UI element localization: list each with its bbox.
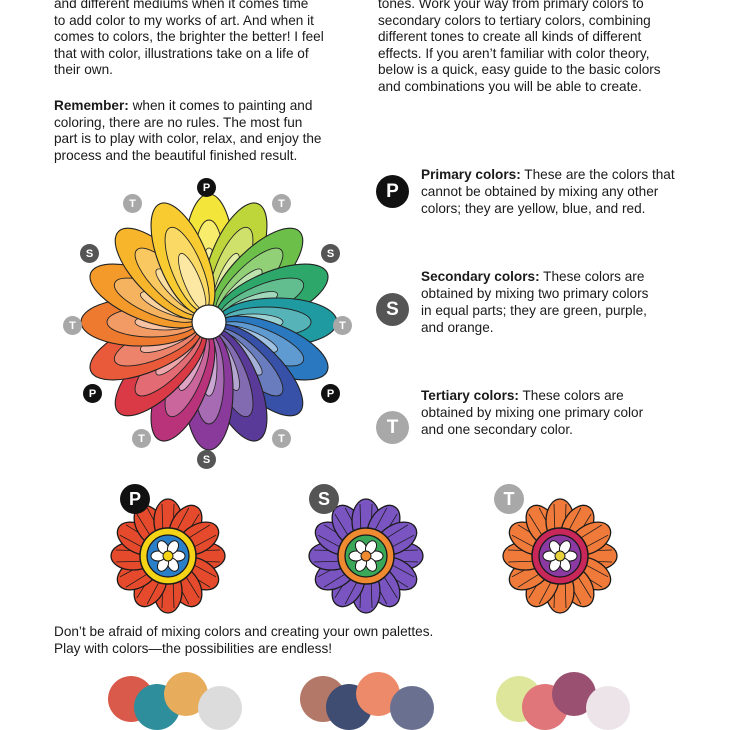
intro-right-line: different tones to create all kinds of different xyxy=(378,29,642,45)
flower-badge-secondary: S xyxy=(309,484,339,514)
intro-left-line: that with color, illustrations take on a life of xyxy=(54,45,309,61)
legend-secondary-line: and orange. xyxy=(421,320,494,335)
palette-paragraph xyxy=(54,624,574,657)
legend-primary-first-text: These are the colors that xyxy=(520,167,675,182)
legend-primary-heading: Primary colors: xyxy=(421,167,521,182)
remember-line: process and the beautiful finished result. xyxy=(54,147,298,163)
legend-badge-tertiary: T xyxy=(376,411,409,444)
flower-badge-primary: P xyxy=(120,484,150,514)
palette-line: Don’t be afraid of mixing colors and creating your own palettes. xyxy=(54,624,434,639)
legend-tertiary-heading: Tertiary colors: xyxy=(421,388,519,403)
palette-line: Play with colors—the possibilities are endless! xyxy=(54,640,333,656)
legend-secondary-first-text: These colors are xyxy=(539,269,645,284)
intro-left-line: and different mediums when it comes time xyxy=(54,0,309,11)
intro-left-line: to add color to my works of art. And when it xyxy=(54,12,314,28)
intro-right-line: tones. Work your way from primary colors to xyxy=(378,0,644,11)
intro-right-line: and combinations you will be able to create. xyxy=(378,78,642,94)
remember-heading: Remember: xyxy=(54,98,129,113)
palette-swatch xyxy=(586,686,630,730)
intro-left-line: their own. xyxy=(54,62,113,78)
palette-swatch xyxy=(390,686,434,730)
remember-line: coloring, there are no rules. The most fun xyxy=(54,114,303,130)
wheel-badge-tertiary: T xyxy=(272,429,291,448)
legend-tertiary-line: obtained by mixing one primary color xyxy=(421,405,644,420)
legend-tertiary-line: and one secondary color. xyxy=(421,422,573,437)
wheel-badge-secondary: S xyxy=(80,244,99,263)
wheel-badge-tertiary: T xyxy=(63,316,82,335)
example-flower xyxy=(111,499,225,613)
remember-line: part is to play with color, relax, and enjoy the xyxy=(54,131,322,147)
wheel-badge-primary: P xyxy=(197,178,216,197)
wheel-badge-primary: P xyxy=(83,384,102,403)
wheel-badge-secondary: S xyxy=(321,244,340,263)
wheel-badge-tertiary: T xyxy=(132,429,151,448)
wheel-badge-tertiary: T xyxy=(333,316,352,335)
flower-badge-tertiary: T xyxy=(494,484,524,514)
legend-secondary-heading: Secondary colors: xyxy=(421,269,540,284)
example-flower xyxy=(309,499,423,613)
wheel-badge-tertiary: T xyxy=(123,194,142,213)
wheel-badge-tertiary: T xyxy=(272,194,291,213)
remember-first-line-text: when it comes to painting and xyxy=(128,98,313,113)
legend-tertiary-first-text: These colors are xyxy=(518,388,624,403)
intro-left-line: comes to colors, the brighter the better! I feel xyxy=(54,29,324,45)
palette-swatch xyxy=(198,686,242,730)
wheel-badge-primary: P xyxy=(321,384,340,403)
intro-right-line: below is a quick, easy guide to the basic colors xyxy=(378,62,661,78)
legend-primary-line: colors; they are yellow, blue, and red. xyxy=(421,201,646,216)
legend-secondary-line: obtained by mixing two primary colors xyxy=(421,286,649,301)
example-flower xyxy=(503,499,617,613)
legend-badge-secondary: S xyxy=(376,293,409,326)
legend-primary-line: cannot be obtained by mixing any other xyxy=(421,184,659,199)
intro-right-line: secondary colors to tertiary colors, combining xyxy=(378,12,651,28)
legend-secondary-line: in equal parts; they are green, purple, xyxy=(421,303,647,318)
intro-right-line: effects. If you aren’t familiar with color theory, xyxy=(378,45,650,61)
legend-badge-primary: P xyxy=(376,175,409,208)
wheel-badge-secondary: S xyxy=(197,450,216,469)
